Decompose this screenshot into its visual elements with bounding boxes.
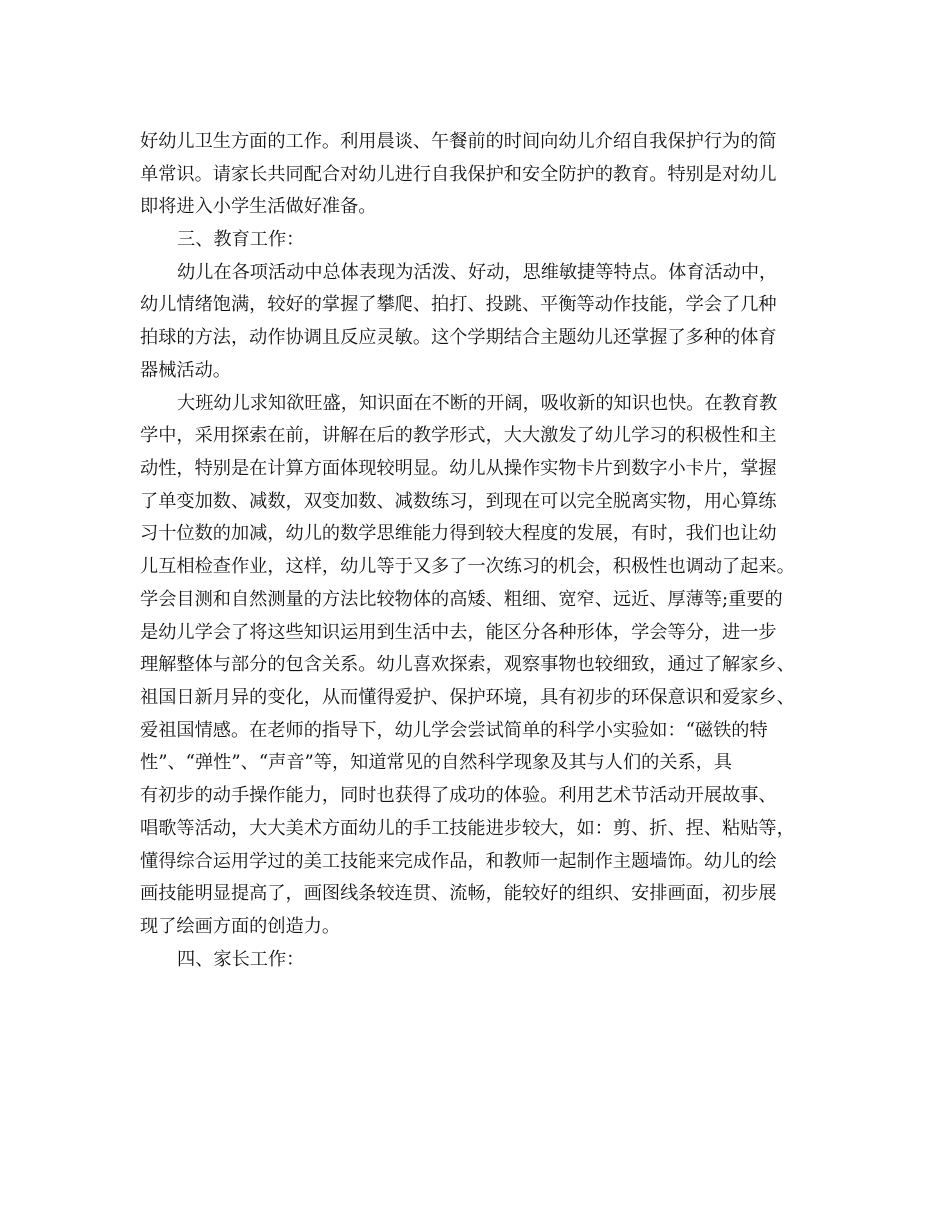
text-line: 性”、“弹性”、“声音”等，知道常见的自然科学现象及其与人们的关系，具 [140, 752, 733, 773]
text-line: 是幼儿学会了将这些知识运用到生活中去，能区分各种形体，学会等分，进一步 [140, 622, 777, 643]
text-line: 有初步的动手操作能力，同时也获得了成功的体验。利用艺术节活动开展故事、 [140, 785, 777, 806]
text-line: 即将进入小学生活做好准备。 [140, 196, 377, 217]
text-line: 爱祖国情感。在老师的指导下，幼儿学会尝试简单的科学小实验如：“磁铁的特 [140, 720, 768, 741]
text-line: 了单变加数、减数，双变加数、减数练习，到现在可以完全脱离实物，用心算练 [140, 491, 777, 512]
section-heading: 三、教育工作： [177, 229, 305, 250]
text-line: 理解整体与部分的包含关系。幼儿喜欢探索，观察事物也较细致，通过了解家乡、 [140, 654, 795, 675]
text-line: 懂得综合运用学过的美工技能来完成作品，和教师一起制作主题墙饰。幼儿的绘 [140, 851, 777, 872]
section-heading: 四、家长工作： [177, 949, 305, 970]
text-line: 学会目测和自然测量的方法比较物体的高矮、粗细、宽窄、远近、厚薄等;重要的 [140, 589, 783, 610]
text-line: 好幼儿卫生方面的工作。利用晨谈、午餐前的时间向幼儿介绍自我保护行为的简 [140, 131, 777, 152]
text-line: 唱歌等活动，大大美术方面幼儿的手工技能进步较大，如：剪、折、捏、粘贴等， [140, 818, 795, 839]
text-line: 器械活动。 [140, 360, 231, 381]
text-line: 动性，特别是在计算方面体现较明显。幼儿从操作实物卡片到数字小卡片，掌握 [140, 458, 777, 479]
text-line: 画技能明显提高了，画图线条较连贯、流畅，能较好的组织、安排画面，初步展 [140, 883, 777, 904]
text-line: 祖国日新月异的变化，从而懂得爱护、保护环境，具有初步的环保意识和爱家乡、 [140, 687, 795, 708]
text-line: 习十位数的加减，幼儿的数学思维能力得到较大程度的发展，有时，我们也让幼 [140, 523, 777, 544]
text-line: 学中，采用探索在前，讲解在后的教学形式，大大激发了幼儿学习的积极性和主 [140, 425, 777, 446]
text-line: 幼儿在各项活动中总体表现为活泼、好动，思维敏捷等特点。体育活动中， [177, 262, 778, 283]
text-line: 儿互相检查作业，这样，幼儿等于又多了一次练习的机会，积极性也调动了起来。 [140, 556, 795, 577]
text-line: 幼儿情绪饱满，较好的掌握了攀爬、拍打、投跳、平衡等动作技能，学会了几种 [140, 294, 777, 315]
text-line: 现了绘画方面的创造力。 [140, 916, 341, 937]
text-line: 大班幼儿求知欲旺盛，知识面在不断的开阔，吸收新的知识也快。在教育教 [177, 393, 778, 414]
text-line: 拍球的方法，动作协调且反应灵敏。这个学期结合主题幼儿还掌握了多种的体育 [140, 327, 777, 348]
text-line: 单常识。请家长共同配合对幼儿进行自我保护和安全防护的教育。特别是对幼儿 [140, 164, 777, 185]
